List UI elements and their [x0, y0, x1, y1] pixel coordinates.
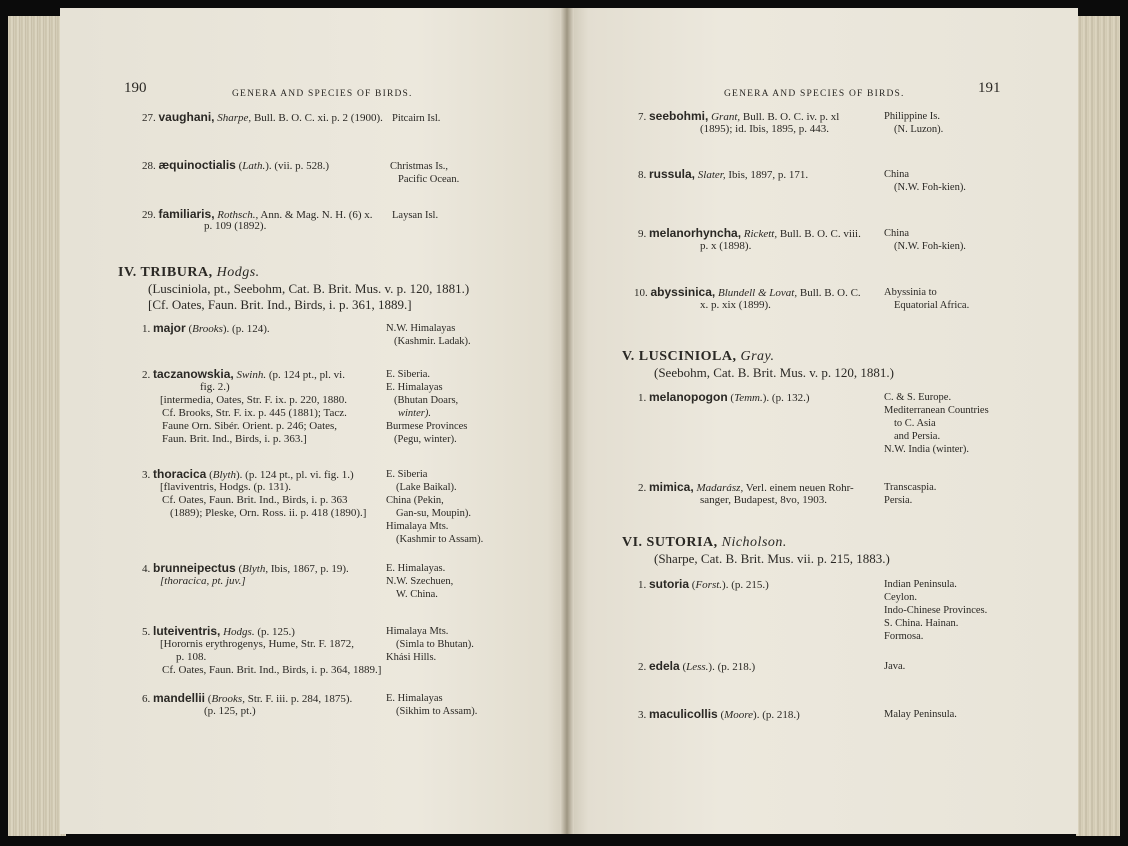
locality: E. Himalayas — [386, 693, 443, 704]
species-entry: 3. maculicollis (Moore). (p. 218.) — [638, 707, 800, 721]
locality: Pacific Ocean. — [398, 174, 460, 185]
locality: Ceylon. — [884, 592, 917, 603]
species-entry: 9. melanorhyncha, Rickett, Bull. B. O. C. viii. — [638, 226, 861, 240]
species-name: thoracica — [153, 467, 207, 481]
species-entry: 6. mandellii (Brooks, Str. F. iii. p. 284, 1875). — [142, 691, 353, 705]
species-name: melanopogon — [649, 390, 728, 404]
locality: C. & S. Europe. — [884, 392, 952, 403]
locality: Christmas Is., — [390, 161, 449, 172]
species-name: sutoria — [649, 577, 690, 591]
page-edges-right — [1076, 16, 1120, 836]
species-name: æquinoctialis — [158, 158, 236, 172]
locality: (Simla to Bhutan). — [396, 639, 474, 650]
species-name: luteiventris, — [153, 624, 221, 638]
section-reference: [Cf. Oates, Faun. Brit. Ind., Birds, i. p. 361, 1889.] — [148, 297, 412, 312]
locality: Mediterranean Countries — [884, 405, 989, 416]
locality: (N.W. Foh-kien). — [894, 182, 966, 193]
species-name: taczanowskia, — [153, 367, 234, 381]
section-synonymy: (Lusciniola, pt., Seebohm, Cat. B. Brit. Mus. v. p. 120, 1881.) — [148, 281, 470, 296]
locality: S. China. Hainan. — [884, 618, 959, 629]
species-entry: 3. thoracica (Blyth). (p. 124 pt., pl. vi. fig. 1.) — [142, 467, 354, 481]
locality: (N. Luzon). — [894, 124, 944, 135]
locality: China — [884, 169, 910, 180]
locality: Laysan Isl. — [392, 210, 439, 221]
species-name: vaughani, — [158, 110, 215, 124]
locality: E. Siberia. — [386, 369, 431, 380]
locality: Java. — [884, 661, 906, 672]
locality: Equatorial Africa. — [894, 300, 970, 311]
page-edges-left — [8, 16, 66, 836]
species-name: mimica, — [649, 480, 694, 494]
locality: E. Himalayas — [386, 382, 443, 393]
species-entry: 1. major (Brooks). (p. 124). — [142, 321, 270, 335]
locality: Malay Peninsula. — [884, 709, 957, 720]
species-name: familiaris, — [158, 207, 215, 221]
locality: Himalaya Mts. — [386, 521, 449, 532]
locality: E. Siberia — [386, 469, 428, 480]
book-gutter — [560, 8, 574, 834]
locality: (Kashmir to Assam). — [396, 534, 484, 545]
section-heading: IV. TRIBURA, Hodgs. — [118, 265, 260, 280]
locality: Himalaya Mts. — [386, 626, 449, 637]
locality: Indian Peninsula. — [884, 579, 957, 590]
section-synonymy: (Sharpe, Cat. B. Brit. Mus. vii. p. 215, 1883.) — [654, 551, 890, 566]
species-name: brunneipectus — [153, 561, 236, 575]
page-number-left: 190 — [124, 80, 147, 96]
locality: (Pegu, winter). — [394, 434, 457, 445]
species-entry: 2. mimica, Madarász, Verl. einem neuen Rohr- — [638, 480, 854, 494]
page-number-right: 191 — [978, 80, 1001, 96]
species-name: seebohmi, — [649, 109, 709, 123]
section-synonymy: (Seebohm, Cat. B. Brit. Mus. v. p. 120, 1881.) — [654, 365, 895, 380]
locality: China (Pekin, — [386, 495, 444, 506]
species-entry: 27. vaughani, Sharpe, Bull. B. O. C. xi. p. 2 (1900). — [142, 110, 383, 124]
species-entry: 29. familiaris, Rothsch., Ann. & Mag. N. H. (6) x. — [142, 207, 373, 221]
species-name: edela — [649, 659, 680, 673]
species-name: major — [153, 321, 186, 335]
locality: winter). — [398, 408, 431, 419]
species-entry: 28. æquinoctialis (Lath.). (vii. p. 528.) — [142, 158, 330, 172]
species-entry: 1. sutoria (Forst.). (p. 215.) — [638, 577, 769, 591]
locality: Persia. — [884, 495, 913, 506]
locality: N.W. Himalayas — [386, 323, 456, 334]
locality: Gan-su, Moupin). — [396, 508, 471, 519]
species-entry: 4. brunneipectus (Blyth, Ibis, 1867, p. 19). — [142, 561, 349, 575]
species-entry: 2. taczanowskia, Swinh. (p. 124 pt., pl. vi. — [142, 367, 345, 381]
locality: and Persia. — [894, 431, 941, 442]
species-entry: 10. abyssinica, Blundell & Lovat, Bull. B. O. C. — [634, 285, 861, 299]
locality: Formosa. — [884, 631, 924, 642]
species-name: russula, — [649, 167, 696, 181]
locality: to C. Asia — [894, 418, 936, 429]
species-name: mandellii — [153, 691, 206, 705]
section-heading: VI. SUTORIA, Nicholson. — [622, 535, 787, 550]
locality: (N.W. Foh-kien). — [894, 241, 966, 252]
locality: W. China. — [396, 589, 438, 600]
locality: (Bhutan Doars, — [394, 395, 459, 406]
locality: N.W. Szechuen, — [386, 576, 454, 587]
locality: Burmese Provinces — [386, 421, 468, 432]
species-entry: 1. melanopogon (Temm.). (p. 132.) — [638, 390, 810, 404]
species-name: maculicollis — [649, 707, 718, 721]
locality: Philippine Is. — [884, 111, 941, 122]
locality: Transcaspia. — [884, 482, 937, 493]
running-header-left: GENERA AND SPECIES OF BIRDS. — [232, 89, 413, 99]
species-name: melanorhyncha, — [649, 226, 742, 240]
species-entry: 7. seebohmi, Grant, Bull. B. O. C. iv. p. xl — [638, 109, 840, 123]
locality: Indo-Chinese Provinces. — [884, 605, 988, 616]
species-entry: 8. russula, Slater, Ibis, 1897, p. 171. — [638, 167, 809, 181]
locality: Khási Hills. — [386, 652, 437, 663]
locality: E. Himalayas. — [386, 563, 446, 574]
locality: Pitcairn Isl. — [392, 113, 441, 124]
species-entry: 5. luteiventris, Hodgs. (p. 125.) — [142, 624, 295, 638]
section-heading: V. LUSCINIOLA, Gray. — [622, 349, 775, 364]
locality: (Sikhim to Assam). — [396, 706, 478, 717]
locality: China — [884, 228, 910, 239]
species-name: abyssinica, — [650, 285, 716, 299]
locality: (Lake Baikal). — [396, 482, 457, 493]
locality: (Kashmir. Ladak). — [394, 336, 471, 347]
species-entry: 2. edela (Less.). (p. 218.) — [638, 659, 756, 673]
running-header-right: GENERA AND SPECIES OF BIRDS. — [724, 89, 905, 99]
locality: Abyssinia to — [884, 287, 937, 298]
locality: N.W. India (winter). — [884, 444, 970, 455]
